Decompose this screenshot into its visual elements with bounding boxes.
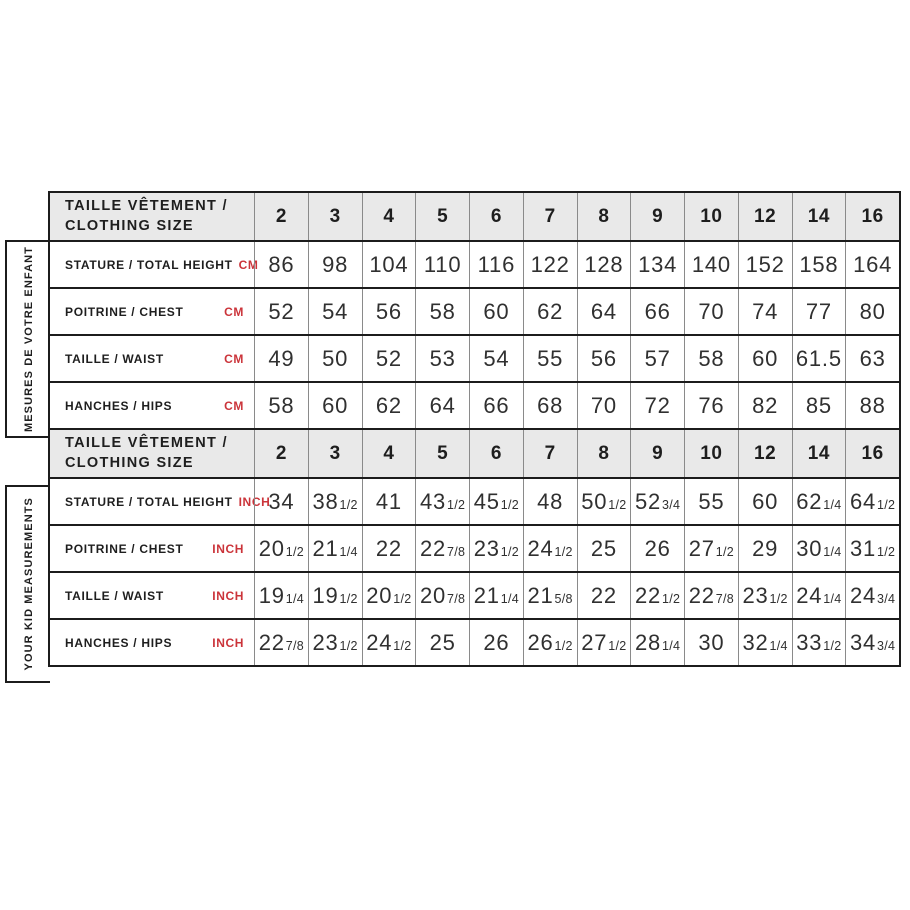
value: 76 [698, 392, 725, 418]
value-cell [684, 479, 738, 524]
value-cell [792, 242, 846, 287]
row-label-cell [50, 620, 254, 665]
value-cell [523, 620, 577, 665]
value: 451/2 [473, 488, 520, 514]
size-header-label-line1: TAILLE VÊTEMENT / [65, 198, 228, 215]
value: 68 [537, 392, 564, 418]
value-cell [684, 620, 738, 665]
value: 191/4 [258, 582, 305, 608]
value-cell [523, 242, 577, 287]
value: 98 [322, 251, 349, 277]
value: 381/2 [312, 488, 358, 514]
value-cell [684, 526, 738, 571]
fraction: 3/4 [662, 497, 681, 512]
fraction: 1/2 [285, 544, 305, 559]
size-col-header: 16 [845, 430, 899, 477]
row-label: HANCHES / HIPS [65, 635, 173, 650]
unit-label: CM [238, 257, 259, 272]
value-cell [845, 620, 899, 665]
side-label-inch: YOUR KID MEASUREMENTS [22, 497, 35, 671]
size-col-header: 7 [523, 193, 577, 240]
value: 201/2 [258, 535, 305, 561]
value-cell [415, 336, 469, 381]
value: 66 [644, 298, 671, 324]
value: 241/4 [796, 582, 842, 608]
fraction: 1/4 [339, 544, 358, 559]
value-cell [469, 479, 523, 524]
fraction: 1/2 [339, 638, 358, 653]
value: 56 [375, 298, 402, 324]
value: 29 [752, 535, 779, 561]
value: 243/4 [849, 582, 896, 608]
unit-label: CM [224, 398, 244, 413]
size-col-header: 16 [845, 193, 899, 240]
value-cell [308, 242, 362, 287]
value: 50 [322, 345, 349, 371]
value: 52 [268, 298, 295, 324]
value-cell [630, 383, 684, 428]
row-label-cell [50, 289, 254, 334]
value: 56 [590, 345, 617, 371]
value-cell [469, 383, 523, 428]
value: 70 [590, 392, 617, 418]
fraction: 1/2 [823, 638, 842, 653]
unit-label: CM [224, 351, 244, 366]
fraction: 1/4 [285, 591, 305, 606]
value: 321/4 [742, 629, 788, 655]
fraction: 7/8 [447, 591, 466, 606]
row-label-cell [50, 242, 259, 287]
fraction: 1/2 [447, 497, 466, 512]
value-cell [845, 336, 899, 381]
value: 227/8 [258, 629, 305, 655]
size-col-header: 5 [415, 193, 469, 240]
row-label-cell [50, 479, 271, 524]
value-cell [415, 289, 469, 334]
value: 49 [268, 345, 295, 371]
value-cell [630, 289, 684, 334]
fraction: 1/4 [823, 497, 842, 512]
value: 62 [537, 298, 564, 324]
value: 88 [859, 392, 886, 418]
value: 271/2 [688, 535, 735, 561]
value-cell [362, 479, 416, 524]
fraction: 5/8 [554, 591, 573, 606]
value: 82 [752, 392, 779, 418]
value: 152 [745, 251, 785, 277]
fraction: 7/8 [285, 638, 305, 653]
value: 128 [584, 251, 624, 277]
value: 215/8 [527, 582, 573, 608]
value-cell [792, 289, 846, 334]
value: 343/4 [849, 629, 896, 655]
value-cell [254, 336, 308, 381]
value-cell [792, 620, 846, 665]
value: 85 [805, 392, 832, 418]
measurement-row [50, 571, 899, 618]
value-cell [362, 573, 416, 618]
measurement-row [50, 287, 899, 334]
value-cell [792, 526, 846, 571]
value-cell [577, 620, 631, 665]
value: 60 [322, 392, 349, 418]
size-col-header: 14 [792, 430, 846, 477]
value: 57 [644, 345, 671, 371]
measurement-row [50, 477, 899, 524]
fraction: 1/2 [500, 544, 520, 559]
fraction: 1/2 [339, 591, 358, 606]
value-cell [308, 383, 362, 428]
value: 54 [483, 345, 510, 371]
fraction: 1/4 [769, 638, 788, 653]
size-col-header: 2 [254, 430, 308, 477]
fraction: 1/4 [823, 591, 842, 606]
value: 221/2 [634, 582, 681, 608]
fraction: 7/8 [715, 591, 735, 606]
value: 58 [429, 298, 456, 324]
fraction: 1/2 [554, 544, 573, 559]
value: 104 [369, 251, 409, 277]
value: 122 [530, 251, 570, 277]
row-label-cell [50, 573, 254, 618]
value-cell [577, 242, 631, 287]
value: 311/2 [849, 535, 896, 561]
value-cell [738, 479, 792, 524]
value: 30 [698, 629, 725, 655]
value-cell [630, 479, 684, 524]
fraction: 1/2 [608, 497, 627, 512]
size-col-header: 14 [792, 193, 846, 240]
size-col-header: 5 [415, 430, 469, 477]
value-cell [684, 242, 738, 287]
fraction: 1/2 [339, 497, 358, 512]
side-bracket-inch [5, 485, 50, 683]
value-cell [469, 336, 523, 381]
size-col-header: 12 [738, 193, 792, 240]
value-cell [523, 383, 577, 428]
value: 227/8 [688, 582, 735, 608]
value: 26 [483, 629, 510, 655]
value: 271/2 [581, 629, 627, 655]
value: 48 [537, 488, 564, 514]
fraction: 1/2 [554, 638, 573, 653]
value-cell [308, 526, 362, 571]
value: 116 [477, 251, 516, 277]
value-cell [308, 573, 362, 618]
value-cell [577, 526, 631, 571]
value: 191/2 [312, 582, 358, 608]
value-cell [684, 289, 738, 334]
value: 52 [375, 345, 402, 371]
row-label: STATURE / TOTAL HEIGHT [65, 494, 233, 509]
value: 281/4 [634, 629, 681, 655]
table-section-inch [48, 430, 901, 667]
fraction: 1/2 [715, 544, 735, 559]
value-cell [469, 526, 523, 571]
value-cell [469, 573, 523, 618]
value-cell [469, 242, 523, 287]
fraction: 1/4 [500, 591, 520, 606]
side-label-cm: MESURES DE VOTRE ENFANT [22, 245, 35, 433]
value-cell [577, 289, 631, 334]
value-cell [792, 383, 846, 428]
value-cell [523, 526, 577, 571]
value-cell [738, 620, 792, 665]
value-cell [792, 336, 846, 381]
value-cell [469, 620, 523, 665]
row-label: STATURE / TOTAL HEIGHT [65, 257, 233, 272]
size-col-header: 12 [738, 430, 792, 477]
unit-label: CM [224, 304, 244, 319]
value-cell [415, 526, 469, 571]
value-cell [630, 526, 684, 571]
value: 231/2 [473, 535, 520, 561]
row-label-cell [50, 336, 254, 381]
value-cell [845, 289, 899, 334]
size-header-label-line2: CLOTHING SIZE [65, 454, 194, 471]
value: 227/8 [419, 535, 466, 561]
size-col-header: 8 [577, 193, 631, 240]
value-cell [254, 573, 308, 618]
value: 261/2 [527, 629, 573, 655]
value-cell [523, 573, 577, 618]
value-cell [845, 242, 899, 287]
size-col-header: 8 [577, 430, 631, 477]
value-cell [523, 479, 577, 524]
value: 134 [638, 251, 678, 277]
value-cell [684, 383, 738, 428]
value: 55 [698, 488, 725, 514]
row-label: POITRINE / CHEST [65, 304, 184, 319]
value-cell [738, 289, 792, 334]
size-col-header: 3 [308, 193, 362, 240]
value: 431/2 [419, 488, 466, 514]
size-col-header: 9 [630, 430, 684, 477]
value: 55 [537, 345, 564, 371]
row-label-cell [50, 383, 254, 428]
value: 58 [268, 392, 295, 418]
fraction: 1/2 [877, 497, 896, 512]
value: 231/2 [742, 582, 788, 608]
value: 77 [805, 298, 832, 324]
value-cell [362, 242, 416, 287]
value: 64 [590, 298, 617, 324]
fraction: 1/2 [662, 591, 681, 606]
value: 64 [429, 392, 456, 418]
measurement-row [50, 381, 899, 428]
fraction: 1/2 [769, 591, 788, 606]
value: 58 [698, 345, 725, 371]
value-cell [254, 289, 308, 334]
value-cell [738, 336, 792, 381]
fraction: 1/2 [393, 591, 412, 606]
table-section-cm [48, 191, 901, 430]
value-cell [684, 336, 738, 381]
value: 62 [375, 392, 402, 418]
value-cell [845, 383, 899, 428]
value-cell [630, 573, 684, 618]
unit-label: INCH [212, 588, 244, 603]
fraction: 7/8 [447, 544, 466, 559]
value-cell [415, 383, 469, 428]
value-cell [362, 336, 416, 381]
value-cell [415, 573, 469, 618]
value: 86 [268, 251, 295, 277]
value-cell [254, 242, 308, 287]
value: 66 [483, 392, 510, 418]
value-cell [577, 573, 631, 618]
value: 22 [590, 582, 617, 608]
value: 241/2 [527, 535, 573, 561]
size-table [48, 191, 901, 667]
measurement-row [50, 618, 899, 665]
value-cell [630, 242, 684, 287]
value: 61.5 [795, 345, 842, 371]
unit-label: INCH [212, 541, 244, 556]
value-cell [308, 479, 362, 524]
value-cell [845, 526, 899, 571]
value-cell [254, 383, 308, 428]
measurement-row [50, 240, 899, 287]
value-cell [254, 620, 308, 665]
unit-label: INCH [238, 494, 271, 509]
size-col-header: 4 [362, 193, 416, 240]
value-cell [523, 336, 577, 381]
value: 54 [322, 298, 349, 324]
fraction: 1/2 [877, 544, 896, 559]
row-label: TAILLE / WAIST [65, 351, 164, 366]
value-cell [362, 289, 416, 334]
row-label: HANCHES / HIPS [65, 398, 173, 413]
value: 641/2 [849, 488, 896, 514]
value: 241/2 [366, 629, 412, 655]
size-col-header: 3 [308, 430, 362, 477]
row-label: TAILLE / WAIST [65, 588, 164, 603]
fraction: 1/4 [662, 638, 681, 653]
value-cell [308, 336, 362, 381]
size-header-label [50, 193, 254, 240]
size-header-label [50, 430, 254, 477]
value: 22 [375, 535, 402, 561]
value: 158 [799, 251, 839, 277]
value: 74 [752, 298, 779, 324]
value: 53 [429, 345, 456, 371]
value: 60 [752, 488, 779, 514]
value: 523/4 [634, 488, 681, 514]
value: 41 [375, 488, 402, 514]
value-cell [577, 479, 631, 524]
size-col-header: 7 [523, 430, 577, 477]
value: 60 [752, 345, 779, 371]
value: 201/2 [366, 582, 412, 608]
value-cell [845, 573, 899, 618]
value: 207/8 [419, 582, 466, 608]
value: 25 [429, 629, 456, 655]
value-cell [792, 479, 846, 524]
value: 331/2 [796, 629, 842, 655]
value: 140 [691, 251, 731, 277]
value-cell [577, 336, 631, 381]
value-cell [415, 620, 469, 665]
value-cell [792, 573, 846, 618]
value-cell [684, 573, 738, 618]
value: 60 [483, 298, 510, 324]
size-col-header: 9 [630, 193, 684, 240]
value-cell [308, 289, 362, 334]
fraction: 1/2 [608, 638, 627, 653]
value-cell [738, 383, 792, 428]
size-header-row [50, 193, 899, 240]
size-header-label-line2: CLOTHING SIZE [65, 217, 194, 234]
value-cell [254, 479, 308, 524]
value-cell [630, 620, 684, 665]
value: 621/4 [796, 488, 842, 514]
value-cell [738, 573, 792, 618]
value: 301/4 [796, 535, 842, 561]
size-col-header: 6 [469, 430, 523, 477]
value-cell [362, 620, 416, 665]
fraction: 3/4 [877, 638, 896, 653]
value-cell [362, 383, 416, 428]
row-label: POITRINE / CHEST [65, 541, 184, 556]
row-label-cell [50, 526, 254, 571]
measurement-row [50, 334, 899, 381]
value: 25 [590, 535, 617, 561]
fraction: 1/2 [500, 497, 520, 512]
value: 72 [644, 392, 671, 418]
size-col-header: 10 [684, 193, 738, 240]
value-cell [577, 383, 631, 428]
value-cell [362, 526, 416, 571]
size-header-row [50, 430, 899, 477]
value-cell [630, 336, 684, 381]
size-col-header: 10 [684, 430, 738, 477]
value-cell [415, 479, 469, 524]
value: 501/2 [581, 488, 627, 514]
fraction: 3/4 [877, 591, 896, 606]
value: 80 [859, 298, 886, 324]
value-cell [469, 289, 523, 334]
value: 211/4 [473, 582, 520, 608]
value: 110 [423, 251, 462, 277]
size-col-header: 4 [362, 430, 416, 477]
value-cell [415, 242, 469, 287]
value: 63 [859, 345, 886, 371]
value: 211/4 [312, 535, 358, 561]
value-cell [738, 242, 792, 287]
fraction: 1/2 [393, 638, 412, 653]
value: 231/2 [312, 629, 358, 655]
measurement-row [50, 524, 899, 571]
value-cell [845, 479, 899, 524]
value-cell [523, 289, 577, 334]
size-header-label-line1: TAILLE VÊTEMENT / [65, 435, 228, 452]
value-cell [254, 526, 308, 571]
value: 34 [268, 488, 295, 514]
size-col-header: 2 [254, 193, 308, 240]
value: 26 [644, 535, 671, 561]
value-cell [738, 526, 792, 571]
size-col-header: 6 [469, 193, 523, 240]
value: 70 [698, 298, 725, 324]
fraction: 1/4 [823, 544, 842, 559]
unit-label: INCH [212, 635, 244, 650]
value: 164 [853, 251, 893, 277]
side-bracket-cm [5, 240, 50, 438]
value-cell [308, 620, 362, 665]
